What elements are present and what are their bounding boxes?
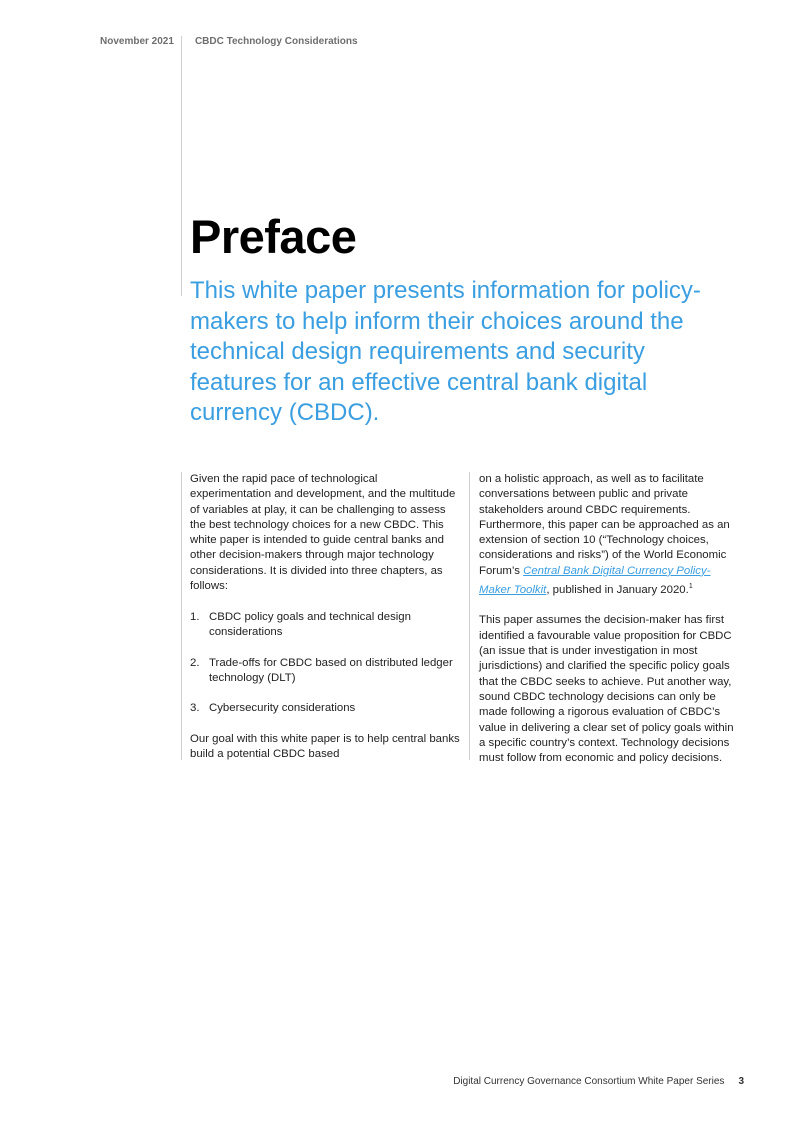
left-column bbox=[190, 472, 460, 778]
page-footer bbox=[453, 1076, 744, 1087]
list-item-number: 1. bbox=[190, 610, 200, 623]
list-item bbox=[190, 610, 460, 641]
list-item-text: Cybersecurity considerations bbox=[209, 702, 356, 715]
list-item-number: 2. bbox=[190, 656, 200, 669]
header-vertical-rule bbox=[181, 36, 182, 296]
toolkit-link[interactable]: Central Bank Digital Currency Policy-Maker Toolkit bbox=[479, 564, 711, 596]
page-title: Preface bbox=[190, 210, 357, 263]
continuation-paragraph bbox=[479, 472, 741, 598]
left-column-rule bbox=[181, 472, 182, 760]
list-item-text: Trade-offs for CBDC based on distributed ledger technology (DLT) bbox=[209, 656, 453, 684]
goal-paragraph: Our goal with this white paper is to help central banks build a potential CBDC based bbox=[190, 733, 460, 761]
right-column bbox=[479, 472, 741, 782]
list-item-number: 3. bbox=[190, 702, 200, 715]
continuation-text: on a holistic approach, as well as to facilitate conversations between public and private stakeholders around CBDC requirements. Furthermore, this paper can be approached as an extension of section 10 (“Technology choices, considerations and risks”) of the World Economic Forum’s bbox=[479, 473, 730, 577]
page-number: 3 bbox=[738, 1076, 744, 1087]
intro-paragraph: Given the rapid pace of technological experimentation and development, and the multitude of variables at play, it can be challenging to assess the best technology choices for a new CBDC. This white paper is intended to guide central banks and other decision-makers through major technology considerations. It is divided into three chapters, as follows: bbox=[190, 473, 456, 593]
list-item-text: CBDC policy goals and technical design considerations bbox=[209, 610, 411, 638]
lead-paragraph: This white paper presents information for policy-makers to help inform their choices around the technical design requirements and security features for an effective central bank digital currency (CBDC). bbox=[190, 277, 701, 426]
continuation-end: , published in January 2020. bbox=[546, 583, 689, 596]
footer-series: Digital Currency Governance Consortium White Paper Series bbox=[453, 1076, 725, 1087]
list-item bbox=[190, 701, 460, 716]
assumption-paragraph: This paper assumes the decision-maker has first identified a favourable value proposition for CBDC (an issue that is under investigation in most jurisdictions) and clarified the specific policy goals that the CBDC seeks to achieve. Put another way, sound CBDC technology decisions can only be made following a rigorous evaluation of CBDC’s value in delivering a clear set of policy goals within a specific country’s context. Technology decisions must follow from economic and policy decisions. bbox=[479, 614, 734, 765]
header-doc-title: CBDC Technology Considerations bbox=[194, 36, 358, 47]
footnote-marker[interactable]: 1 bbox=[688, 583, 693, 591]
chapter-list bbox=[190, 610, 460, 717]
right-column-rule bbox=[469, 472, 470, 760]
list-item bbox=[190, 656, 460, 687]
header-date: November 2021 bbox=[100, 36, 174, 47]
running-header bbox=[100, 36, 358, 47]
